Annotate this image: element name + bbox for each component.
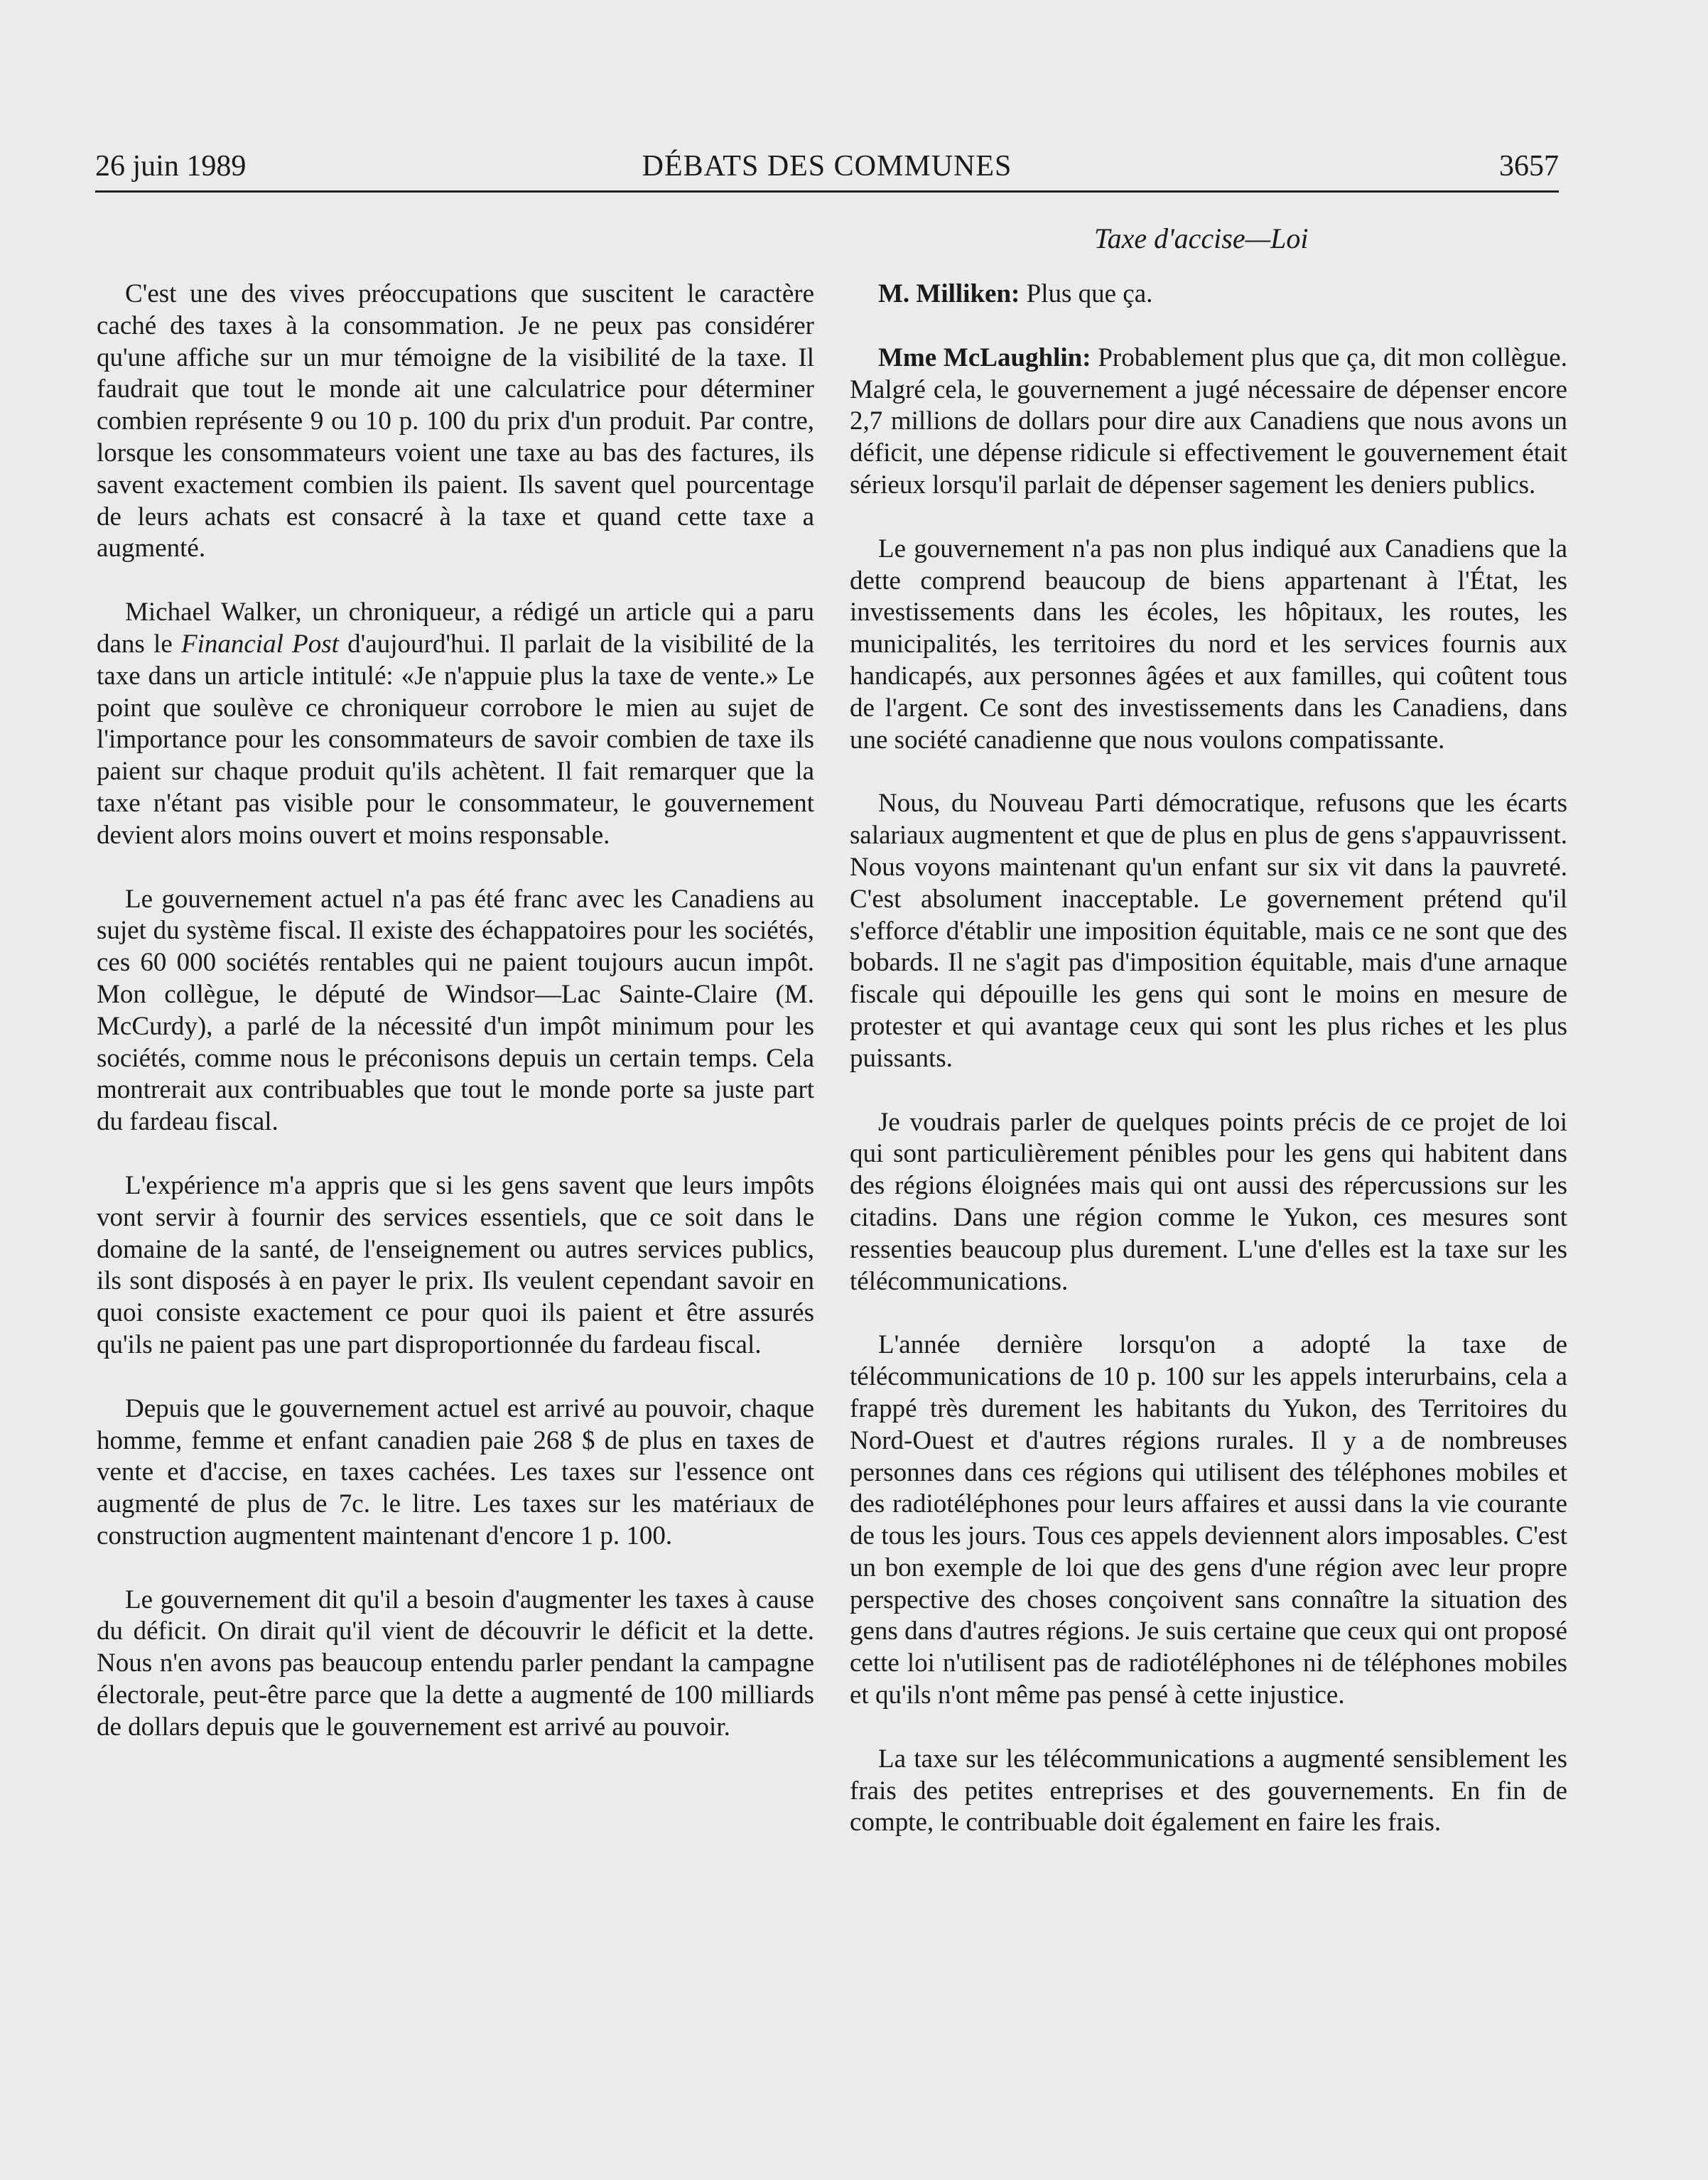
speech-paragraph <box>850 342 1567 502</box>
speech-text: Plus que ça. <box>1020 279 1153 308</box>
speech-text: Probablement plus que ça, dit mon collègue. Malgré cela, le gouvernement a jugé nécessaire de dépenser encore 2,7 millions de dollars pour dire aux Canadiens que nous avons un déficit, une dépense ridicule si effectivement le gouvernement était sérieux lorsqu'il parlait de dépenser sagement les deniers publics. <box>850 342 1567 500</box>
paragraph: Depuis que le gouvernement actuel est arrivé au pouvoir, chaque homme, femme et enfant canadien paie 268 $ de plus en taxes de vente et d'accise, en taxes cachées. Les taxes sur l'essence ont augmenté de plus de 7c. le litre. Les taxes sur les matériaux de construction augmentent maintenant d'encore 1 p. 100. <box>97 1393 814 1550</box>
paragraph: Le gouvernement dit qu'il a besoin d'augmenter les taxes à cause du déficit. On dirait qu'il vient de découvrir le déficit et la dette. Nous n'en avons pas beaucoup entendu parler pendant la campagne électorale, peut-être parce que la dette a augmenté de 100 milliards de dollars depuis que le gouvernement est arrivé au pouvoir. <box>97 1585 814 1742</box>
paragraph: Le gouvernement n'a pas non plus indiqué aux Canadiens que la dette comprend beaucoup de biens appartenant à l'État, les investissements dans les écoles, les hôpitaux, les routes, les municipalités, les territoires du nord et les services fournis aux handicapés, aux personnes âgées et aux familles, qui coûtent tous de l'argent. Ce sont des investissements dans les Canadiens, dans une société canadienne que nous voulons compatissante. <box>850 534 1567 755</box>
paragraph: Je voudrais parler de quelques points précis de ce projet de loi qui sont particulièrement pénibles pour les gens qui habitent dans des régions éloignées mais qui ont aussi des répercussions sur les citadins. Dans une région comme le Yukon, ces mesures sont ressenties beaucoup plus durement. L'une d'elles est la taxe sur les télécommunications. <box>850 1107 1567 1296</box>
paragraph: L'expérience m'a appris que si les gens savent que leurs impôts vont servir à fournir des services essentiels, que ce soit dans le domaine de la santé, de l'enseignement ou autres services publics, ils sont disposés à en payer le prix. Ils veulent cependant savoir en quoi consiste exactement ce pour quoi ils paient et être assurés qu'ils ne paient pas une part disproportionnée du fardeau fiscal. <box>97 1170 814 1359</box>
publication-title: Financial Post <box>181 629 339 659</box>
paragraph: C'est une des vives préoccupations que suscitent le caractère caché des taxes à la consommation. Je ne peux pas considérer qu'une affiche sur un mur témoigne de la visibilité de la taxe. Il faudrait que tout le monde ait une calculatrice pour déterminer combien représente 9 ou 10 p. 100 du prix d'un produit. Par contre, lorsque les consommateurs voient une taxe au bas des factures, ils savent exactement combien ils paient. Ils savent quel pourcentage de leurs achats est consacré à la taxe et quand cette taxe a augmenté. <box>97 279 814 563</box>
right-column <box>850 279 1567 1871</box>
paragraph <box>97 597 814 851</box>
page-header <box>95 149 1559 193</box>
paragraph-text: d'aujourd'hui. Il parlait de la visibilité de la taxe dans un article intitulé: «Je n'appuie plus la taxe de vente.» Le point que soulève ce chroniqueur corrobore le mien au sujet de l'importance pour les consommateurs de savoir combien de taxe ils paient sur chaque produit qu'ils achètent. Il fait remarquer que la taxe n'étant pas visible pour le consommateur, le gouvernement devient alors moins ouvert et moins responsable. <box>97 629 814 850</box>
paragraph: La taxe sur les télécommunications a augmenté sensiblement les frais des petites entreprises et des gouvernements. En fin de compte, le contribuable doit également en faire les frais. <box>850 1744 1567 1838</box>
header-title: DÉBATS DES COMMUNES <box>642 150 1012 183</box>
speaker-name: M. Milliken: <box>878 279 1020 308</box>
speaker-name: Mme McLaughlin: <box>878 342 1091 372</box>
paragraph: Le gouvernement actuel n'a pas été franc avec les Canadiens au sujet du système fiscal. Il existe des échappatoires pour les sociétés, ces 60 000 sociétés rentables qui ne paient toujours aucun impôt. Mon collègue, le député de Windsor—Lac Sainte-Claire (M. McCurdy), a parlé de la nécessité d'un impôt minimum pour les sociétés, comme nous le préconisons depuis un certain temps. Cela montrerait aux contribuables que tout le monde porte sa juste part du fardeau fiscal. <box>97 884 814 1137</box>
paragraph: Nous, du Nouveau Parti démocratique, refusons que les écarts salariaux augmentent et que de plus en plus de gens s'appauvrissent. Nous voyons maintenant qu'un enfant sur six vit dans la pauvreté. C'est absolument inacceptable. Le governement prétend qu'il s'efforce d'établir une imposition équitable, mais ce ne sont que des bobards. Il ne s'agit pas d'imposition équitable, mais d'une arnaque fiscale qui dépouille les gens qui sont le moins en mesure de protester et qui avantage ceux qui sont les plus riches et les plus puissants. <box>850 789 1567 1073</box>
paragraph-text: Michael Walker, un chroniqueur, a rédigé un article qui a paru dans le <box>97 598 814 659</box>
header-page-number: 3657 <box>1499 150 1559 183</box>
header-date: 26 juin 1989 <box>95 150 247 183</box>
paragraph: L'année dernière lorsqu'on a adopté la taxe de télécommunications de 10 p. 100 sur les appels interurbains, cela a frappé très durement les habitants du Yukon, des Territoires du Nord-Ouest et d'autres régions rurales. Il y a de nombreuses personnes dans ces régions qui utilisent des téléphones mobiles et des radiotéléphones pour leurs affaires et aussi dans la vie courante de tous les jours. Tous ces appels deviennent alors imposables. C'est un bon exemple de loi que des gens d'une région avec leur propre perspective des choses conçoivent sans connaître la situation des gens dans d'autres régions. Je suis certaine que ceux qui ont proposé cette loi n'utilisent pas de radiotéléphones ni de téléphones mobiles et qu'ils n'ont même pas pensé à cette injustice. <box>850 1330 1567 1710</box>
running-head: Taxe d'accise—Loi <box>1094 222 1309 254</box>
left-column <box>97 279 814 1776</box>
speech-paragraph <box>850 279 1567 311</box>
